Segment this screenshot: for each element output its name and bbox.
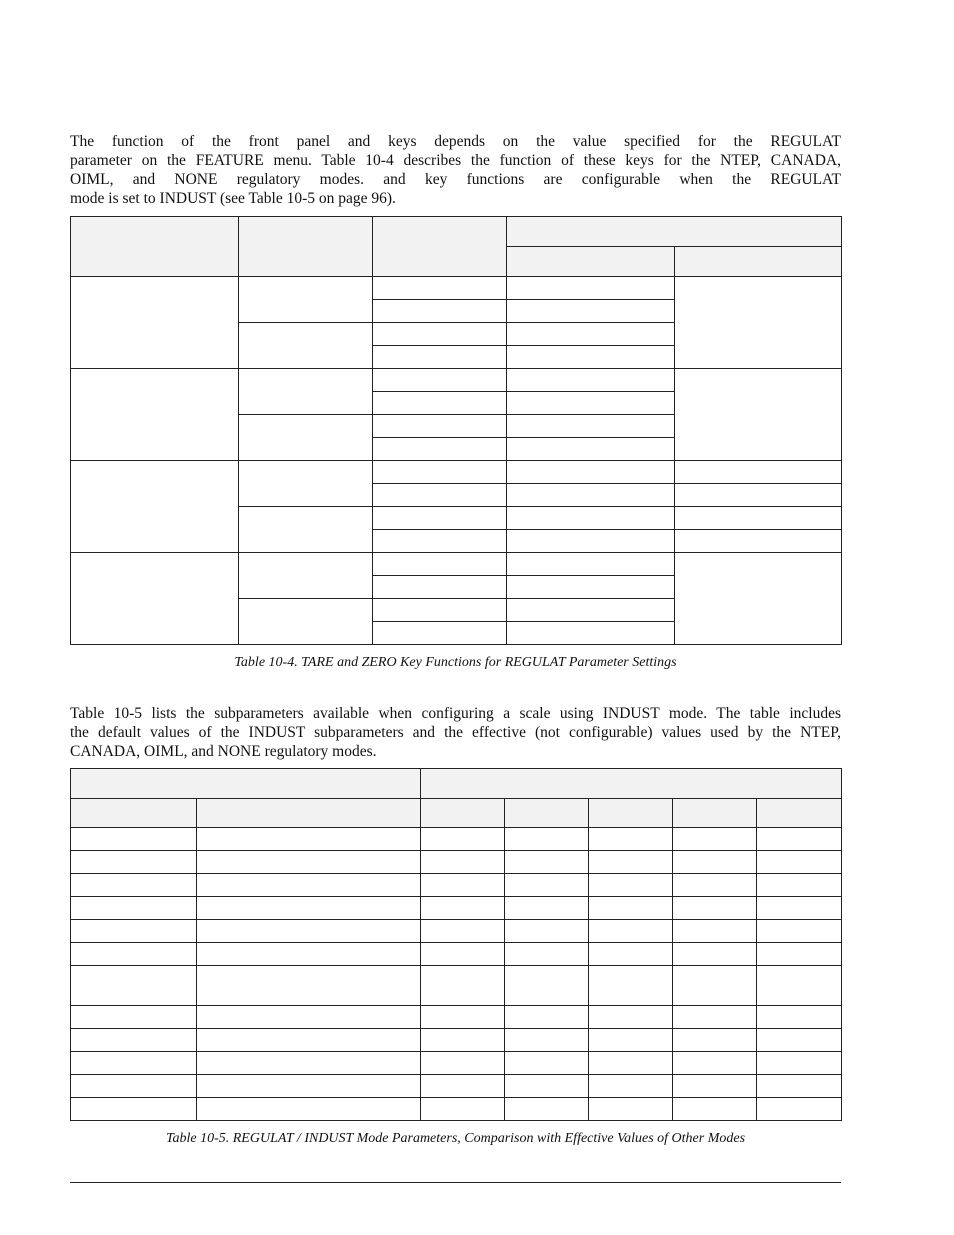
t4-cell [675,553,842,645]
t4-mode-cell [71,277,239,369]
t4-cell [373,277,507,300]
t4-cell [373,599,507,622]
t4-cell [507,484,675,507]
t4-cell [373,346,507,369]
t4-mode-cell [71,369,239,461]
t4-header-cell [239,217,373,277]
t5-header-cell [71,769,421,799]
t4-cell [373,622,507,645]
t4-cell [507,369,675,392]
t5-header-cell [589,799,673,828]
table-row [71,828,842,851]
second-paragraph [70,704,841,761]
t4-cell [373,484,507,507]
t5-header-cell [505,799,589,828]
t4-tare-cell [239,415,373,461]
t4-cell [373,415,507,438]
t4-cell [373,553,507,576]
t5-header-cell [673,799,757,828]
t4-cell [507,323,675,346]
t4-cell [373,438,507,461]
t4-header-cell [71,217,239,277]
table-row [71,920,842,943]
t4-cell [675,507,842,530]
t4-cell [507,438,675,461]
t4-cell [675,484,842,507]
table-row [71,851,842,874]
t4-cell [507,277,675,300]
t4-header-cell [675,247,842,277]
t4-header-cell [507,247,675,277]
t4-mode-cell [71,553,239,645]
t4-cell [675,530,842,553]
t4-tare-cell [239,323,373,369]
t4-cell [373,461,507,484]
t4-tare-cell [239,369,373,415]
table-10-5-caption: Table 10-5. REGULAT / INDUST Mode Parameters, Comparison with Effective Values of Other Modes [165,1131,746,1146]
table-row [71,1075,842,1098]
t4-tare-cell [239,599,373,645]
t4-mode-cell [71,461,239,553]
table-row [71,1029,842,1052]
table-row [71,966,842,1006]
t5-header-cell [421,769,842,799]
table-row [71,1006,842,1029]
t4-cell [373,300,507,323]
table-10-4 [70,216,842,645]
t4-header-cell [373,217,507,277]
t4-tare-cell [239,507,373,553]
t4-cell [507,507,675,530]
t4-cell [507,553,675,576]
t5-header-cell [757,799,842,828]
intro-paragraph [70,132,841,208]
t4-cell [675,369,842,461]
t4-cell [507,530,675,553]
second-line-2: the default values of the INDUST subparameters and the effective (not configurable) values used by the NTEP, [70,724,841,741]
t4-cell [507,576,675,599]
t4-tare-cell [239,553,373,599]
table-row [71,1098,842,1121]
t4-cell [507,599,675,622]
t4-cell [507,415,675,438]
table-row [71,1052,842,1075]
intro-line-1: The function of the front panel and keys depends on the value specified for the REGULAT [70,133,841,150]
intro-line-2: parameter on the FEATURE menu. Table 10-4 describes the function of these keys for the NTEP, CANADA, [70,152,841,169]
t4-cell [507,461,675,484]
t5-header-cell [421,799,505,828]
t4-tare-cell [239,461,373,507]
t4-cell [507,622,675,645]
t4-cell [507,300,675,323]
t4-header-cell [507,217,842,247]
t4-cell [507,346,675,369]
second-line-3: CANADA, OIML, and NONE regulatory modes. [70,743,377,760]
t4-cell [373,392,507,415]
t4-tare-cell [239,277,373,323]
t5-header-cell [71,799,197,828]
t4-cell [675,461,842,484]
t4-cell [373,369,507,392]
t4-cell [373,323,507,346]
table-row [71,897,842,920]
intro-line-4: mode is set to INDUST (see Table 10-5 on page 96). [70,190,396,207]
t5-header-cell [197,799,421,828]
table-row [71,943,842,966]
footer-rule [70,1182,841,1183]
table-10-5 [70,768,842,1121]
second-line-1: Table 10-5 lists the subparameters available when configuring a scale using INDUST mode. The table includes [70,705,841,722]
table-10-4-caption: Table 10-4. TARE and ZERO Key Functions for REGULAT Parameter Settings [234,655,677,670]
t4-cell [675,277,842,369]
table-row [71,874,842,897]
t4-cell [373,507,507,530]
t4-cell [507,392,675,415]
t4-cell [373,576,507,599]
t4-cell [373,530,507,553]
intro-line-3: OIML, and NONE regulatory modes. and key functions are configurable when the REGULAT [70,171,841,188]
